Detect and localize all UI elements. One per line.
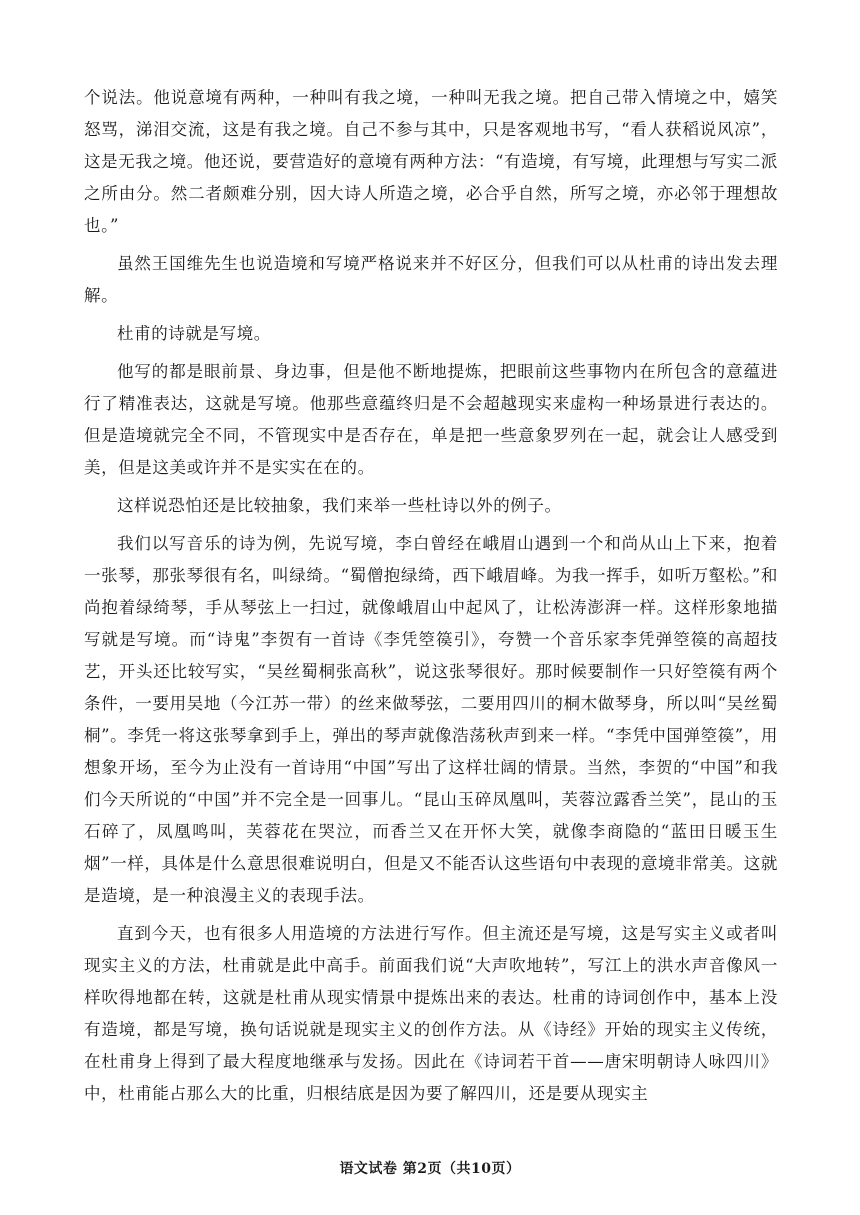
paragraph: 他写的都是眼前景、身边事，但是他不断地提炼，把眼前这些事物内在所包含的意蕴进行了精准表达，这就是写境。他那些意蕴终归是不会超越现实来虚构一种场景进行表达的。但是造境就完全不同，不管现实中是否存在，单是把一些意象罗列在一起，就会让人感受到美，但是这美或许并不是实实在在的。 <box>84 362 778 477</box>
paragraph-continued: 个说法。他说意境有两种，一种叫有我之境，一种叫无我之境。把自己带入情境之中，嬉笑怒骂，涕泪交流，这是有我之境。自己不参与其中，只是客观地书写，“看人获稻说风凉”，这是无我之境。他还说，要营造好的意境有两种方法：“有造境，有写境，此理想与写实二派之所由分。然二者颇难分别，因大诗人所造之境，必合乎自然，所写之境，亦必邻于理想故也。” <box>84 88 778 235</box>
paragraph: 直到今天，也有很多人用造境的方法进行写作。但主流还是写境，这是写实主义或者叫现实主义的方法，杜甫就是此中高手。前面我们说“大声吹地转”，写江上的洪水声音像风一样吹得地都在转，这就是杜甫从现实情景中提炼出来的表达。杜甫的诗词创作中，基本上没有造境，都是写境，换句话说就是现实主义的创作方法。从《诗经》开始的现实主义传统，在杜甫身上得到了最大程度地继承与发扬。因此在《诗词若干首——唐宋明朝诗人咏四川》中，杜甫能占那么大的比重，归根结底是因为要了解四川，还是要从现实主 <box>84 924 778 1103</box>
paragraph: 这样说恐怕还是比较抽象，我们来举一些杜诗以外的例子。 <box>117 496 562 515</box>
page-footer: 语文试卷 第2页（共10页） <box>339 1161 521 1177</box>
paragraph: 杜甫的诗就是写境。 <box>117 324 271 343</box>
article-body <box>84 82 778 1110</box>
paragraph: 虽然王国维先生也说造境和写境严格说来并不好区分，但我们可以从杜甫的诗出发去理解。 <box>84 254 778 305</box>
paragraph: 我们以写音乐的诗为例，先说写境，李白曾经在峨眉山遇到一个和尚从山上下来，抱着一张琴，那张琴很有名，叫绿绮。“蜀僧抱绿绮，西下峨眉峰。为我一挥手，如听万壑松。”和尚抱着绿绮琴，手从琴弦上一扫过，就像峨眉山中起风了，让松涛澎湃一样。这样形象地描写就是写境。而“诗鬼”李贺有一首诗《李凭箜篌引》，夸赞一个音乐家李凭弹箜篌的高超技艺，开头还比较写实，“吴丝蜀桐张高秋”，说这张琴很好。那时候要制作一只好箜篌有两个条件，一要用吴地（今江苏一带）的丝来做琴弦，二要用四川的桐木做琴身，所以叫“吴丝蜀桐”。李凭一将这张琴拿到手上，弹出的琴声就像浩荡秋声到来一样。“李凭中国弹箜篌”，用想象开场，至今为止没有一首诗用“中国”写出了这样壮阔的情景。当然，李贺的“中国”和我们今天所说的“中国”并不完全是一回事儿。“昆山玉碎凤凰叫，芙蓉泣露香兰笑”，昆山的玉石碎了，凤凰鸣叫，芙蓉花在哭泣，而香兰又在开怀大笑，就像李商隐的“蓝田日暖玉生烟”一样，具体是什么意思很难说明白，但是又不能否认这些语句中表现的意境非常美。这就是造境，是一种浪漫主义的表现手法。 <box>84 534 779 905</box>
